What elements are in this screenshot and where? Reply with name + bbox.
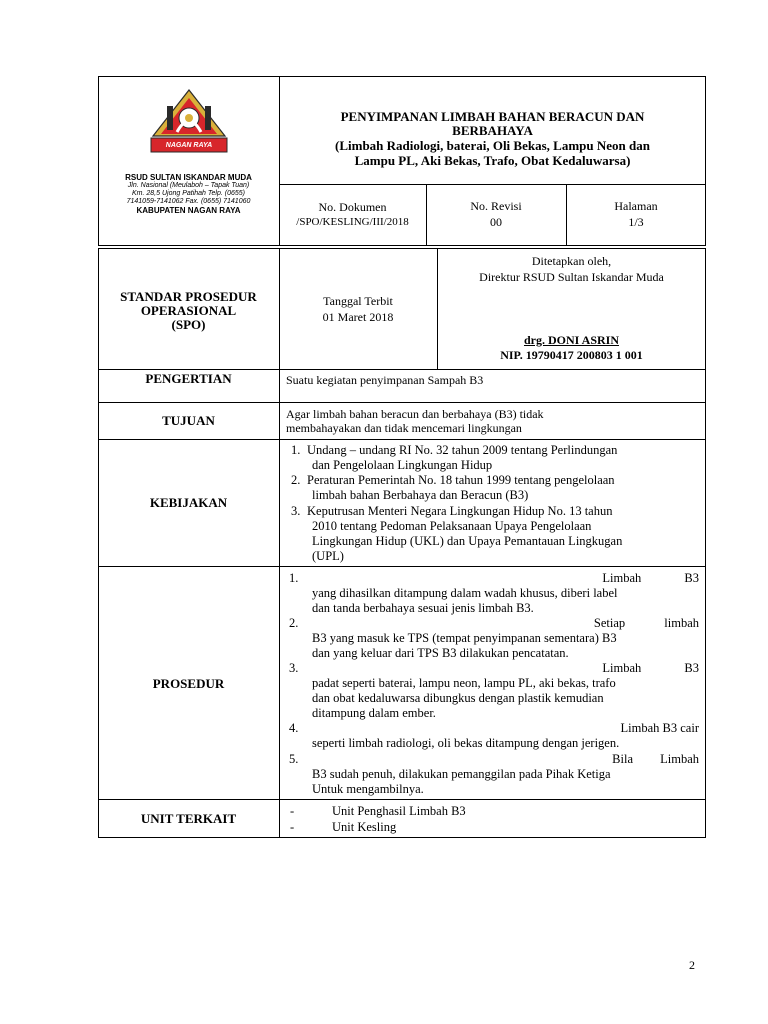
prosedur-item-text: Untuk mengambilnya.	[312, 782, 424, 796]
regency-name: KABUPATEN NAGAN RAYA	[136, 206, 241, 215]
prosedur-item-text: B3 sudah penuh, dilakukan pemanggilan pada Pihak Ketiga	[312, 767, 611, 781]
document-title-line-1: PENYIMPANAN LIMBAH BAHAN BERACUN DAN	[340, 109, 645, 124]
address-line-2: Km. 28,5 Ujong Patihah Telp. (0655)	[132, 190, 245, 197]
prosedur-item-text: dan obat kedaluwarsa dibungkus dengan plastik kemudian	[312, 691, 604, 705]
prosedur-item-text: dan tanda berbahaya sesuai jenis limbah B3.	[312, 601, 534, 615]
prosedur-item-text: seperti limbah radiologi, oli bekas ditampung dengan jerigen.	[312, 736, 620, 750]
revision-value: 00	[490, 215, 502, 229]
logo-banner-text: NAGAN RAYA	[165, 142, 213, 149]
kebijakan-item-text: (UPL)	[312, 549, 344, 563]
pengertian-label: PENGERTIAN	[145, 371, 232, 386]
page-number: 2	[689, 958, 695, 972]
main-table-divider	[279, 248, 280, 838]
prosedur-item-text: padat seperti baterai, lampu neon, lampu PL, aki bekas, trafo	[312, 676, 616, 690]
kebijakan-item-text: limbah bahan Berbahaya dan Beracun (B3)	[312, 488, 529, 502]
address-line-3: 7141059-7141062 Fax. (0655) 7141060	[126, 198, 251, 205]
prosedur-item-number: 3.	[289, 661, 299, 675]
kebijakan-item-text: 2010 tentang Pedoman Pelaksanaan Upaya Pengelolaan	[312, 519, 592, 533]
revision-label: No. Revisi	[470, 199, 522, 213]
signer-nip: NIP. 19790417 200803 1 001	[500, 348, 643, 362]
hospital-logo	[143, 86, 235, 156]
spo-label-line-2: OPERASIONAL	[140, 303, 237, 318]
set-by-label: Ditetapkan oleh,	[531, 254, 612, 268]
prosedur-label: PROSEDUR	[152, 676, 225, 691]
prosedur-item-head: Setiap limbah	[593, 616, 699, 630]
pengertian-text: Suatu kegiatan penyimpanan Sampah B3	[286, 373, 484, 387]
kebijakan-label: KEBIJAKAN	[149, 495, 228, 510]
prosedur-item-number: 5.	[289, 752, 299, 766]
spo-label-line-1: STANDAR PROSEDUR	[120, 289, 257, 304]
prosedur-item-text: yang dihasilkan ditampung dalam wadah khusus, diberi label	[312, 586, 618, 600]
page-value: 1/3	[628, 215, 644, 229]
unit-item: Unit Penghasil Limbah B3	[332, 804, 466, 818]
issue-date-value: 01 Maret 2018	[322, 310, 394, 324]
prosedur-item-head: Limbah B3	[602, 661, 699, 675]
prosedur-item-number: 2.	[289, 616, 299, 630]
signer-name: drg. DONI ASRIN	[523, 333, 619, 347]
kebijakan-item-text: Peraturan Pemerintah No. 18 tahun 1999 tentang pengelolaan	[307, 473, 615, 487]
prosedur-item-text: B3 yang masuk ke TPS (tempat penyimpanan sementara) B3	[312, 631, 617, 645]
tujuan-line-1: Agar limbah bahan beracun dan berbahaya (B3) tidak	[286, 407, 544, 421]
tujuan-label: TUJUAN	[162, 413, 215, 428]
kebijakan-item-number: 2.	[291, 473, 301, 487]
prosedur-item-head: Bila Limbah	[612, 752, 699, 766]
doc-number-label: No. Dokumen	[318, 200, 387, 214]
tujuan-line-2: membahayakan dan tidak mencemari lingkungan	[286, 421, 522, 435]
unit-dash: -	[290, 820, 295, 834]
kebijakan-item-number: 1.	[291, 443, 301, 457]
address-line-1: Jln. Nasional (Meulaboh – Tapak Tuan)	[127, 182, 250, 189]
spo-label-line-3: (SPO)	[171, 317, 206, 332]
document-title-line-2: BERBAHAYA	[452, 123, 533, 138]
prosedur-item-text: dan yang keluar dari TPS B3 dilakukan pencatatan.	[312, 646, 569, 660]
doc-number-value: /SPO/KESLING/III/2018	[296, 216, 409, 228]
kebijakan-item-text: Undang – undang RI No. 32 tahun 2009 tentang Perlindungan	[307, 443, 618, 457]
document-title-line-3: (Limbah Radiologi, baterai, Oli Bekas, Lampu Neon dan	[335, 138, 650, 153]
prosedur-item-number: 1.	[289, 571, 299, 585]
kebijakan-item-text: Lingkungan Hidup (UKL) dan Upaya Pemantauan Lingkugan	[312, 534, 623, 548]
unit-item: Unit Kesling	[332, 820, 397, 834]
unit-terkait-label: UNIT TERKAIT	[140, 811, 237, 826]
main-table-divider	[98, 799, 706, 800]
kebijakan-item-text: Keputrusan Menteri Negara Lingkungan Hidup No. 13 tahun	[307, 504, 613, 518]
document-title-line-4: Lampu PL, Aki Bekas, Trafo, Obat Kedaluwarsa)	[354, 153, 631, 168]
main-table-divider	[98, 369, 706, 370]
issue-date-label: Tanggal Terbit	[323, 294, 393, 308]
prosedur-item-text: ditampung dalam ember.	[312, 706, 436, 720]
kebijakan-item-text: dan Pengelolaan Lingkungan Hidup	[312, 458, 493, 472]
main-table-divider	[98, 439, 706, 440]
hospital-name: RSUD SULTAN ISKANDAR MUDA	[125, 173, 252, 182]
kebijakan-item-number: 3.	[291, 504, 301, 518]
prosedur-item-head: Limbah B3	[602, 571, 699, 585]
main-table-divider	[98, 566, 706, 567]
director-title: Direktur RSUD Sultan Iskandar Muda	[479, 270, 664, 284]
unit-dash: -	[290, 804, 295, 818]
page-label: Halaman	[614, 199, 658, 213]
header-divider	[279, 184, 706, 185]
prosedur-item-number: 4.	[289, 721, 299, 735]
main-table-divider	[98, 402, 706, 403]
prosedur-item-head: Limbah B3 cair	[620, 721, 699, 735]
